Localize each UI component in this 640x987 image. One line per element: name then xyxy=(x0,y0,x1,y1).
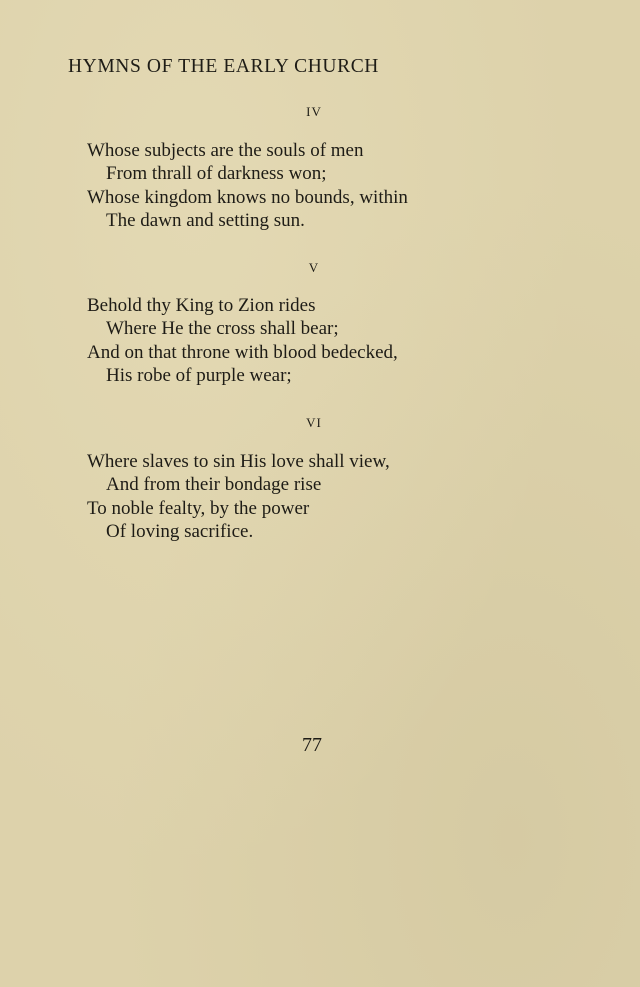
stanza-line: And from their bondage rise xyxy=(106,474,322,496)
stanza-line: Of loving sacrifice. xyxy=(106,520,254,542)
stanza-line: Whose kingdom knows no bounds, within xyxy=(87,186,408,208)
stanza-line: Whose subjects are the souls of men xyxy=(87,140,364,161)
stanza-line: And on that throne with blood bedecked, xyxy=(87,341,398,363)
stanza-numeral-iv: IV xyxy=(306,104,322,119)
stanza-line: Behold thy King to Zion rides xyxy=(87,295,316,316)
running-head: HYMNS OF THE EARLY CHURCH xyxy=(68,56,379,77)
stanza-vi xyxy=(87,450,390,543)
stanza-line: To noble fealty, by the power xyxy=(87,497,310,519)
stanza-v xyxy=(87,294,398,387)
stanza-numeral-vi: VI xyxy=(306,415,322,430)
stanza-iv xyxy=(87,139,408,232)
stanza-line: The dawn and setting sun. xyxy=(106,209,305,231)
stanza-numeral-v: V xyxy=(308,260,320,275)
stanza-line: Where He the cross shall bear; xyxy=(106,318,339,340)
page-number: 77 xyxy=(302,734,322,756)
stanza-line: Where slaves to sin His love shall view, xyxy=(87,451,390,472)
stanza-line: From thrall of darkness won; xyxy=(106,163,327,185)
stanza-line: His robe of purple wear; xyxy=(106,364,292,386)
